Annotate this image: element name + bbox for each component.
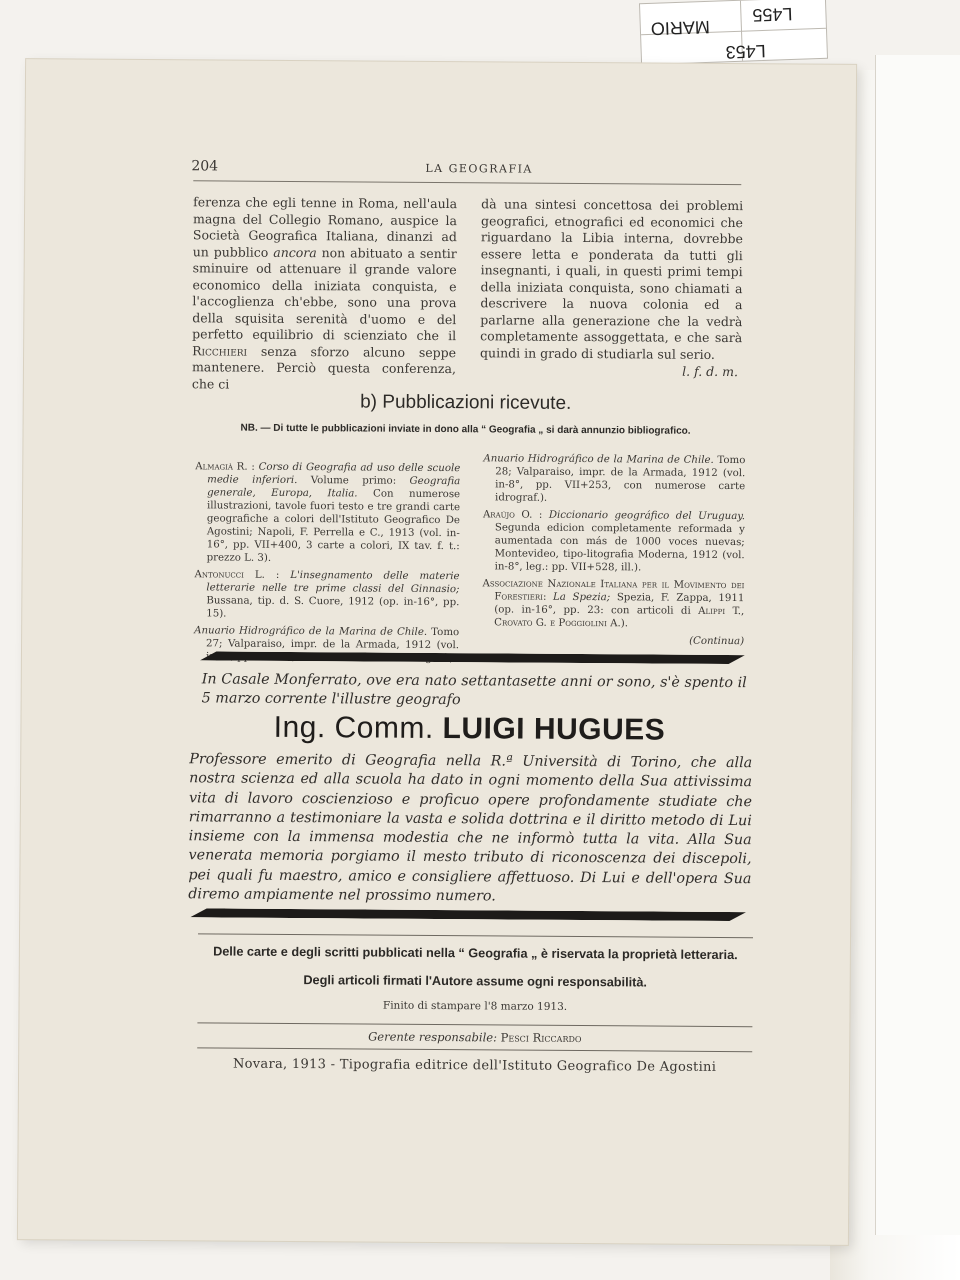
black-rule-bottom xyxy=(190,908,746,921)
obituary-name xyxy=(189,710,749,748)
label-code-top: L455 xyxy=(752,3,793,26)
col2-text: dà una sintesi concettosa dei problemi geografici, etnografici ed economici che riguardano la Libia interna, dovrebbe essere letta e ponderata da tutti gli insegnanti, i quali, in questi primi tempi della iniziata conquista, sono chiamati a descrivere la nuova colonia ed a parlarne alla generazione che la vedrà completamente assoggettata, e che sarà quindi in grado di studiarla sul serio. xyxy=(480,196,744,362)
manager-line xyxy=(187,1028,762,1046)
manager-name: Pesci Riccardo xyxy=(500,1030,582,1046)
article-column-left xyxy=(192,194,457,394)
label-code-bottom: L453 xyxy=(725,40,767,63)
nb-note: NB. — Di tutte le pubblicazioni inviate in dono alla “ Geografia „ si darà annunzio bibliografico. xyxy=(240,422,691,437)
col1-text-c: senza sforzo alcuno seppe mantenere. Perciò questa conferenza, che ci xyxy=(191,343,457,392)
imprint-line: Novara, 1913 - Tipografia editrice dell'Istituto Geografico De Agostini xyxy=(232,1056,717,1075)
bib-entry: Anuario Hidrográfico de la Marina de Chile. Tomo 27; Valparaiso, impr. de la Armada, 1912 (vol. xyxy=(194,625,460,652)
col1-text-a: ferenza che egli tenne in Roma, nell'aula magna del Collegio Romano, auspice la Società Geografica Italiana, dinanzi ad un pubblico xyxy=(192,194,458,260)
header-rule xyxy=(193,180,741,185)
bib-entry: Anuario Hidrográfico de la Marina de Chile. Tomo 28; Valparaiso, impr. de la Armada, 1912 (vol. in-8°, pp. VII+253, con numerose carte idrograf.). xyxy=(483,453,746,504)
footer-rule xyxy=(197,1047,752,1052)
running-title: LA GEOGRAFIA xyxy=(425,161,533,176)
label-name: MARIO xyxy=(650,16,711,39)
back-cover-page xyxy=(875,55,960,1235)
rights-notice: Delle carte e degli scritti pubblicati nella “ Geografia „ è riservata la proprietà letteraria. xyxy=(213,944,738,963)
obituary-name-main: LUIGI HUGUES xyxy=(442,712,666,747)
bib-entry: Araújo O. : Diccionario geográfico del Uruguay. Segunda edicion completamente reformada y aumentada con más de 1000 voces nuevas; Montevideo, tipo-litografia Moderna, 1912 (vol. in-8°, leg.: pp. VII+528, ill.). xyxy=(482,509,745,574)
archive-label xyxy=(639,0,828,65)
article-signature: l. f. d. m. xyxy=(682,363,739,380)
footer-rule xyxy=(197,1022,752,1027)
obituary-intro: In Casale Monferrato, ove era nato settantasette anni or sono, s'è spento il 5 marzo corrente l'illustre geografo xyxy=(201,671,747,709)
manager-label: Gerente responsabile: xyxy=(368,1029,498,1045)
bibliography-left xyxy=(194,460,460,669)
bibliography-right xyxy=(482,452,745,648)
obituary-body: Professore emerito di Geografia nella R.ª Università di Torino, che alla nostra scienza ed alla scuola ha dato in ogni momento della Sua attivissima vita di lavoro coscienzioso e proficuo opere profondamente studiate che rimarranno a testimoniare la vasta e solida dottrina e il diritto metodo di Lui insieme con la immensa modestia che ne informò tutta la vita. Alla Sua venerata memoria porgiamo il mesto tributo di riconoscenza dei discepoli, pei quali fu maestro, amico e consigliere affettuoso. Di Lui e dell'opera Sua diremo ampiamente nel prossimo numero. xyxy=(188,751,753,905)
bib-entry: Almagià R. : Corso di Geografia ad uso delle scuole medie inferiori. Volume primo: Geografia generale, Europa, Italia. Con numerose illustrazioni, tavole fuori testo e tre grandi carte geografiche a colori dell'Istituto Geografico De Agostini; Napoli, F. Perrella e C., 1913 (vol. in-16°, pp. VII+400, 3 carte a colori, IX tav. f. t.: prezzo L. 3). xyxy=(195,461,461,564)
responsibility-notice: Degli articoli firmati l'Autore assume ogni responsabilità. xyxy=(303,973,648,990)
printing-date: Finito di stampare l'8 marzo 1913. xyxy=(382,999,568,1013)
journal-page xyxy=(18,59,856,1245)
bib-entry: Antonucci L. : L'insegnamento delle materie letterarie nelle tre prime classi del Ginnasio; Bussana, tip. d. S. Cuore, 1912 (op. in-16°, pp. 15). xyxy=(194,569,460,620)
continua-note: (Continua) xyxy=(689,635,745,648)
page-number: 204 xyxy=(191,158,219,175)
col1-italic-word: ancora xyxy=(273,244,317,260)
col1-text-b: non abituato a sentir sminuire od attenuare il grande valore economico della iniziata conquista, e l'accoglienza ch'ebbe, sono una prova della squisita serenità d'uomo e del perfetto equilibrio di scienziato che il xyxy=(192,244,457,344)
article-column-right xyxy=(480,196,743,380)
bib-entry: Associazione Nazionale Italiana per il Movimento dei Forestieri: La Spezia; Spezia, F. Zappa, 1911 (op. in-16°, pp. 23: con articoli di Alippi T., Crovato G. e Poggiolini A.). xyxy=(482,578,745,630)
footer-rule xyxy=(198,933,753,938)
col1-author-name: Ricchieri xyxy=(192,342,248,359)
section-title: b) Pubblicazioni ricevute. xyxy=(360,391,572,414)
obituary-name-prefix: Ing. Comm. xyxy=(273,710,443,746)
